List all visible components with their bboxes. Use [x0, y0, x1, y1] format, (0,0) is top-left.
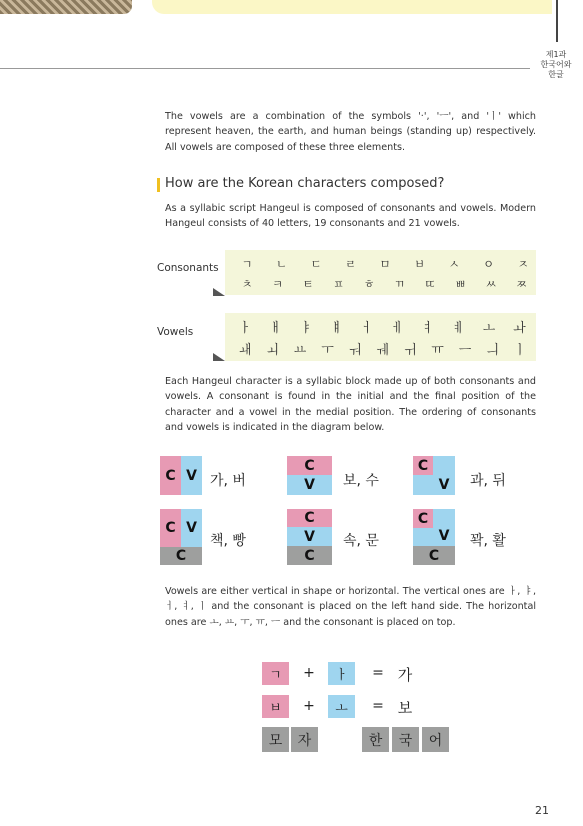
combo-vowel: ㅏ: [328, 662, 355, 685]
block-v-bottom: [413, 475, 433, 495]
vowel-letter: ㅑ: [299, 321, 313, 336]
consonant-letter: ㅎ: [363, 277, 375, 291]
block-c-final: C: [287, 546, 332, 565]
block-c-final: C: [160, 547, 202, 565]
plus-sign: +: [303, 665, 315, 681]
consonant-letter: ㄹ: [344, 257, 357, 271]
consonants-box-corner: [213, 288, 225, 296]
equals-sign: =: [372, 665, 384, 681]
header-yellow-bar: [152, 0, 552, 14]
vowels-box-corner: [213, 353, 225, 361]
word-syllable: 자: [291, 727, 318, 752]
consonant-letter: ㅆ: [485, 277, 497, 291]
header-rule: [0, 68, 530, 69]
vowel-letter: ㅠ: [431, 343, 444, 358]
block-v-medial: V: [181, 509, 202, 547]
consonant-letter: ㄲ: [393, 277, 406, 291]
word-syllable: 모: [262, 727, 289, 752]
vowel-letter: ㅡ: [458, 343, 472, 358]
block-example-6: 꽉, 활: [470, 533, 506, 549]
block-c-final: C: [413, 546, 455, 565]
consonant-letter: ㅈ: [517, 257, 529, 271]
word-syllable: 어: [422, 727, 449, 752]
vowel-letter: ㅚ: [266, 343, 279, 358]
consonant-letter: ㄷ: [310, 257, 322, 271]
plus-sign: +: [303, 698, 315, 714]
block-c-initial: C: [413, 456, 433, 475]
consonant-letter: ㄴ: [275, 257, 288, 271]
vowel-letter: ㅓ: [360, 321, 374, 336]
vowel-letter: ㅒ: [330, 321, 343, 336]
block-v-medial: V: [181, 456, 202, 495]
consonants-label: Consonants: [157, 262, 219, 274]
consonant-letter: ㅌ: [302, 277, 314, 291]
vowels-box: [225, 313, 536, 361]
consonant-letter: ㅃ: [454, 277, 467, 291]
block-example-1: 가, 버: [210, 473, 246, 489]
block-v-medial: V: [287, 527, 332, 546]
consonant-letter: ㅇ: [482, 257, 495, 271]
block-example-5: 속, 문: [343, 533, 379, 549]
vowel-letter: ㅙ: [238, 343, 252, 358]
vowel-letter: ㅘ: [513, 321, 526, 336]
shape-paragraph: Vowels are either vertical in shape or horizontal. The vertical ones are ㅏ, ㅑ, ㅓ, ㅕ, ㅣ and the consonant is placed on the left hand side. The horizontal ones are ㅗ, ㅛ, ㅜ, ㅠ, ㅡ and the consonant is placed on top.: [165, 586, 536, 628]
combo-result: 가: [397, 666, 413, 684]
chapter-label-line1: 제1과: [545, 50, 567, 59]
block-v-bottom: [413, 528, 433, 546]
block-c-initial: C: [287, 456, 332, 475]
block-c-initial: C: [413, 509, 433, 528]
combo-vowel: ㅗ: [328, 695, 355, 718]
vowels-label: Vowels: [157, 326, 194, 338]
vowel-letter: ㅗ: [482, 321, 496, 336]
vowel-letter: ㅔ: [391, 321, 404, 336]
vowel-letter: ㅝ: [348, 343, 362, 358]
consonants-box: [225, 250, 536, 295]
header-vertical-line: [556, 0, 558, 42]
vowel-letter: ㅕ: [421, 321, 435, 336]
vowel-letter: ㅏ: [238, 321, 252, 336]
block-example-2: 보, 수: [343, 473, 379, 489]
consonant-letter: ㅅ: [448, 257, 460, 271]
block-c-initial: C: [160, 456, 181, 495]
block-example-4: 책, 빵: [210, 533, 246, 549]
consonant-letter: ㅍ: [332, 277, 345, 291]
chapter-label-line2: 한국어와: [540, 60, 572, 69]
vowel-letter: ㅟ: [403, 343, 417, 358]
consonant-letter: ㅂ: [413, 257, 426, 271]
equals-sign: =: [372, 698, 384, 714]
consonant-letter: ㄸ: [424, 277, 436, 291]
page-number: 21: [535, 804, 549, 817]
chapter-label-line3: 한글: [548, 70, 564, 79]
consonant-letter: ㄱ: [241, 257, 253, 271]
consonant-letter: ㅁ: [379, 257, 391, 271]
vowel-letter: ㅛ: [293, 343, 307, 358]
combo-result: 보: [397, 699, 413, 717]
intro-paragraph: The vowels are a combination of the symbols '·', 'ㅡ', and 'ㅣ' which represent heaven, the earth, and human beings (standing up) respectively. All vowels are composed of these three elements.: [165, 111, 536, 153]
header-stripe-decoration: [0, 0, 132, 14]
consonant-letter: ㅊ: [241, 277, 253, 291]
vowel-letter: ㅢ: [486, 343, 499, 358]
block-v-right: V: [433, 456, 455, 495]
section-heading: How are the Korean characters composed?: [165, 176, 445, 191]
block-c-initial: C: [160, 509, 181, 547]
word-syllable: 한: [362, 727, 389, 752]
vowel-letter: ㅣ: [513, 343, 527, 358]
consonant-letter: ㅉ: [515, 277, 528, 291]
block-paragraph: Each Hangeul character is a syllabic block made up of both consonants and vowels. A consonant is found in the initial and the final position of the character and a vowel in the medial position. The ordering of consonants and vowels is indicated in the diagram below.: [165, 376, 536, 434]
combo-consonant: ㅂ: [262, 695, 289, 718]
block-example-3: 과, 뒤: [470, 473, 506, 489]
block-v-right: V: [433, 509, 455, 546]
vowel-letter: ㅖ: [452, 321, 465, 336]
combo-consonant: ㄱ: [262, 662, 289, 685]
vowel-letter: ㅞ: [376, 343, 389, 358]
section-paragraph: As a syllabic script Hangeul is composed of consonants and vowels. Modern Hangeul consists of 40 letters, 19 consonants and 21 vowels.: [165, 203, 536, 230]
heading-accent-bar: [157, 178, 160, 192]
word-syllable: 국: [392, 727, 419, 752]
vowel-letter: ㅜ: [321, 343, 334, 358]
block-v-medial: V: [287, 475, 332, 495]
vowel-letter: ㅐ: [269, 321, 282, 336]
chapter-label: [530, 50, 582, 80]
block-c-initial: C: [287, 509, 332, 527]
consonant-letter: ㅋ: [271, 277, 284, 291]
